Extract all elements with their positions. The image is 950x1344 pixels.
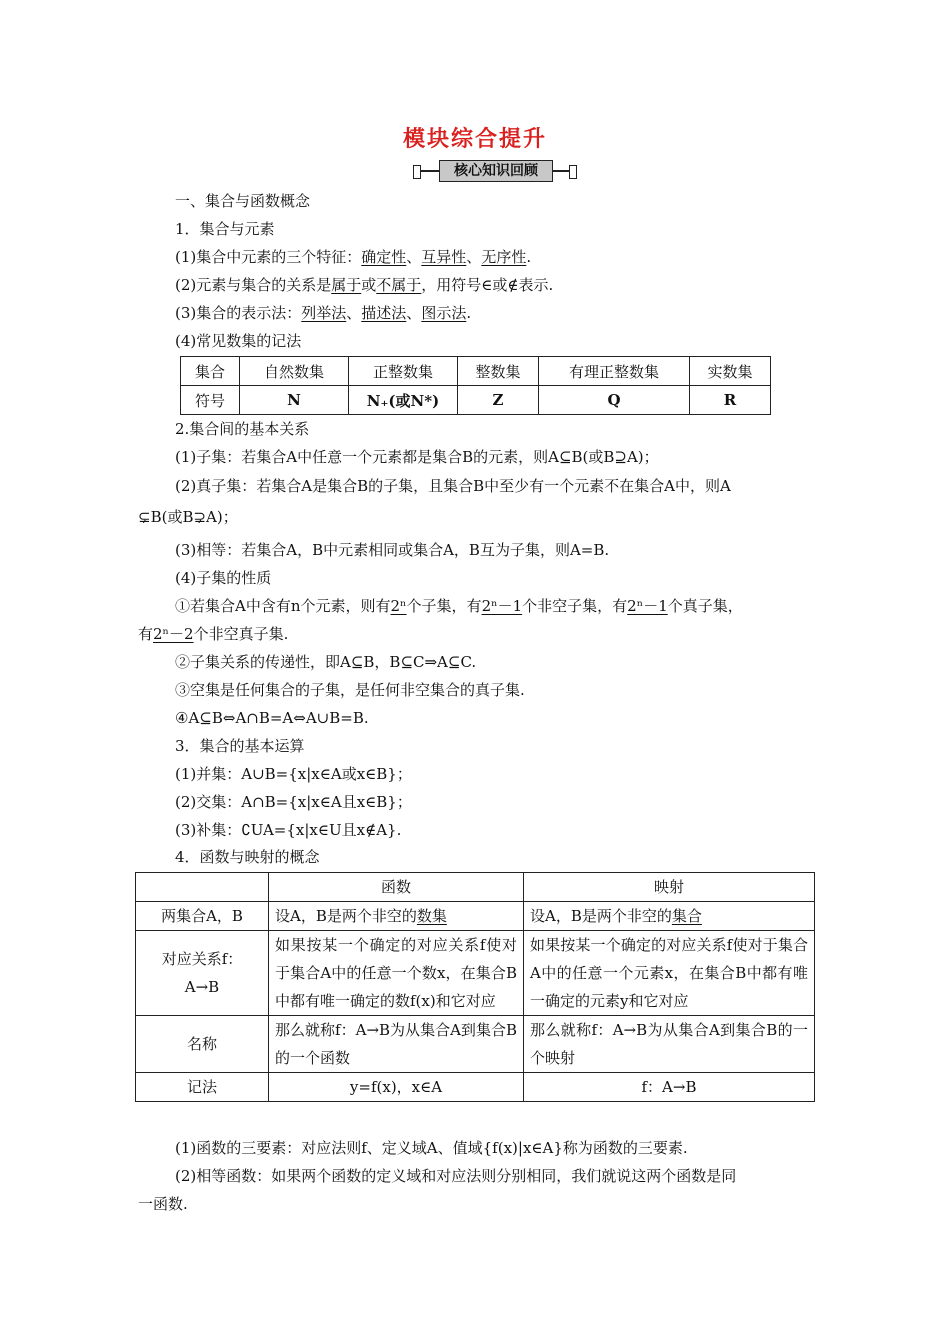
text: . — [526, 248, 532, 266]
equality-line: (3)相等：若集合A，B中元素相同或集合A，B互为子集，则A=B. — [175, 541, 610, 559]
underlined-answer: 2ⁿ－1 — [481, 597, 523, 615]
underlined-answer: 不属于 — [376, 276, 422, 294]
table-cell: 有理正整数集 — [539, 357, 690, 386]
table-row — [181, 357, 771, 386]
banner-left-cap — [413, 165, 421, 179]
number-sets-heading: (4)常见数集的记法 — [175, 332, 302, 350]
table-cell: 那么就称f：A→B为从集合A到集合B的一个函数 — [269, 1016, 524, 1073]
underlined-answer: 确定性 — [361, 248, 407, 266]
table-cell: y=f(x)，x∈A — [269, 1073, 524, 1102]
table-cell — [136, 931, 269, 1016]
underlined-answer: 数集 — [416, 907, 447, 925]
equal-functions-line: (2)相等函数：如果两个函数的定义域和对应法则分别相同，我们就说这两个函数是同 — [175, 1167, 737, 1185]
underlined-answer: 2ⁿ－2 — [153, 625, 194, 643]
table-cell: 符号 — [181, 386, 240, 415]
table-cell: 集合 — [181, 357, 240, 386]
table-row — [181, 386, 771, 415]
equal-functions-line-cont: 一函数. — [138, 1195, 188, 1213]
table-row — [136, 931, 815, 1016]
table-cell: 自然数集 — [240, 357, 349, 386]
table-cell — [269, 902, 524, 931]
subsection-heading: 4．函数与映射的概念 — [175, 848, 320, 866]
subset-count-line — [175, 596, 743, 616]
table-cell: 记法 — [136, 1073, 269, 1102]
text: (2)元素与集合的关系是 — [175, 276, 332, 294]
underlined-answer: 无序性 — [481, 248, 527, 266]
number-sets-table — [180, 356, 771, 415]
text: 或 — [361, 276, 377, 294]
underlined-answer: 属于 — [331, 276, 362, 294]
text: (3)集合的表示法： — [175, 304, 302, 322]
element-relation-line — [175, 275, 553, 295]
banner-label: 核心知识回顾 — [439, 160, 553, 182]
text: 设A，B是两个非空的 — [530, 907, 672, 925]
table-cell: Q — [539, 386, 690, 415]
table-row — [136, 873, 815, 902]
table-cell: 正整数集 — [349, 357, 458, 386]
three-elements-line: (1)函数的三要素：对应法则f、定义域A、值域{f(x)|x∈A}称为函数的三要素. — [175, 1139, 688, 1157]
table-cell: 实数集 — [690, 357, 771, 386]
underlined-answer: 图示法 — [421, 304, 467, 322]
subsection-heading: 1．集合与元素 — [175, 220, 275, 238]
proper-subset-line: (2)真子集：若集合A是集合B的子集，且集合B中至少有一个元素不在集合A中，则A — [175, 477, 731, 495]
table-cell: 如果按某一个确定的对应关系f使对于集合A中的任意一个元素x，在集合B中都有唯一确定的元素y和它对应 — [524, 931, 815, 1016]
function-mapping-table — [135, 872, 815, 1102]
table-cell — [524, 902, 815, 931]
table-cell: 名称 — [136, 1016, 269, 1073]
complement-line: (3)补集：∁UA={x|x∈U且x∉A}. — [175, 821, 402, 839]
empty-set-line: ③空集是任何集合的子集，是任何非空集合的真子集. — [175, 681, 525, 699]
underlined-answer: 2ⁿ－1 — [627, 597, 668, 615]
subset-count-line-cont — [138, 624, 288, 644]
text: 、 — [346, 304, 362, 322]
underlined-answer: 列举法 — [301, 304, 347, 322]
subset-line: (1)子集：若集合A中任意一个元素都是集合B的元素，则A⊆B(或B⊇A)； — [175, 448, 659, 466]
table-row — [136, 1016, 815, 1073]
table-cell: 两集合A，B — [136, 902, 269, 931]
text: 个真子集， — [667, 597, 743, 615]
text: . — [466, 304, 472, 322]
text: (1)集合中元素的三个特征： — [175, 248, 362, 266]
text: 设A，B是两个非空的 — [275, 907, 417, 925]
page-title: 模块综合提升 — [402, 126, 547, 152]
text: 对应关系f： — [161, 950, 243, 968]
text: 有 — [138, 625, 154, 643]
table-cell: N₊(或N*) — [349, 386, 458, 415]
table-row — [136, 902, 815, 931]
text: ，用符号∈或∉表示. — [421, 276, 554, 294]
underlined-answer: 互异性 — [421, 248, 467, 266]
representation-line — [175, 303, 471, 323]
table-cell: 那么就称f：A→B为从集合A到集合B的一个映射 — [524, 1016, 815, 1073]
text: 个非空真子集. — [193, 625, 289, 643]
table-cell — [136, 873, 269, 902]
text: 、 — [406, 304, 422, 322]
banner-right-line — [552, 170, 569, 172]
text: 个子集，有 — [406, 597, 482, 615]
intersection-line: (2)交集：A∩B={x|x∈A且x∈B}； — [175, 793, 412, 811]
section-heading: 一、集合与函数概念 — [175, 192, 311, 210]
table-cell: f：A→B — [524, 1073, 815, 1102]
underlined-answer: 集合 — [671, 907, 702, 925]
subsection-heading: 2.集合间的基本关系 — [175, 420, 310, 438]
table-cell: 如果按某一个确定的对应关系f使对于集合A中的任意一个数x，在集合B中都有唯一确定的数f(x)和它对应 — [269, 931, 524, 1016]
underlined-answer: 2ⁿ — [390, 597, 407, 615]
table-cell: 整数集 — [458, 357, 539, 386]
banner-left-line — [421, 170, 439, 172]
table-row — [136, 1073, 815, 1102]
text: 、 — [406, 248, 422, 266]
union-line: (1)并集：A∪B={x|x∈A或x∈B}； — [175, 765, 412, 783]
text: 、 — [466, 248, 482, 266]
underlined-answer: 描述法 — [361, 304, 407, 322]
banner-right-cap — [569, 165, 577, 179]
equivalence-line: ④A⊆B⇔A∩B=A⇔A∪B=B. — [175, 709, 369, 727]
subsection-heading: 3．集合的基本运算 — [175, 737, 305, 755]
text: A→B — [184, 978, 220, 996]
table-header: 映射 — [524, 873, 815, 902]
table-header: 函数 — [269, 873, 524, 902]
subset-properties-heading: (4)子集的性质 — [175, 569, 272, 587]
table-cell: Z — [458, 386, 539, 415]
transitivity-line: ②子集关系的传递性，即A⊆B，B⊆C⇒A⊆C. — [175, 653, 477, 671]
text: ①若集合A中含有n个元素，则有 — [175, 597, 391, 615]
section-banner — [413, 160, 577, 182]
table-cell: R — [690, 386, 771, 415]
element-features-line — [175, 247, 531, 267]
table-cell: N — [240, 386, 349, 415]
text: 个非空子集，有 — [522, 597, 628, 615]
proper-subset-line-cont: ⊊B(或B⊋A)； — [138, 508, 238, 526]
